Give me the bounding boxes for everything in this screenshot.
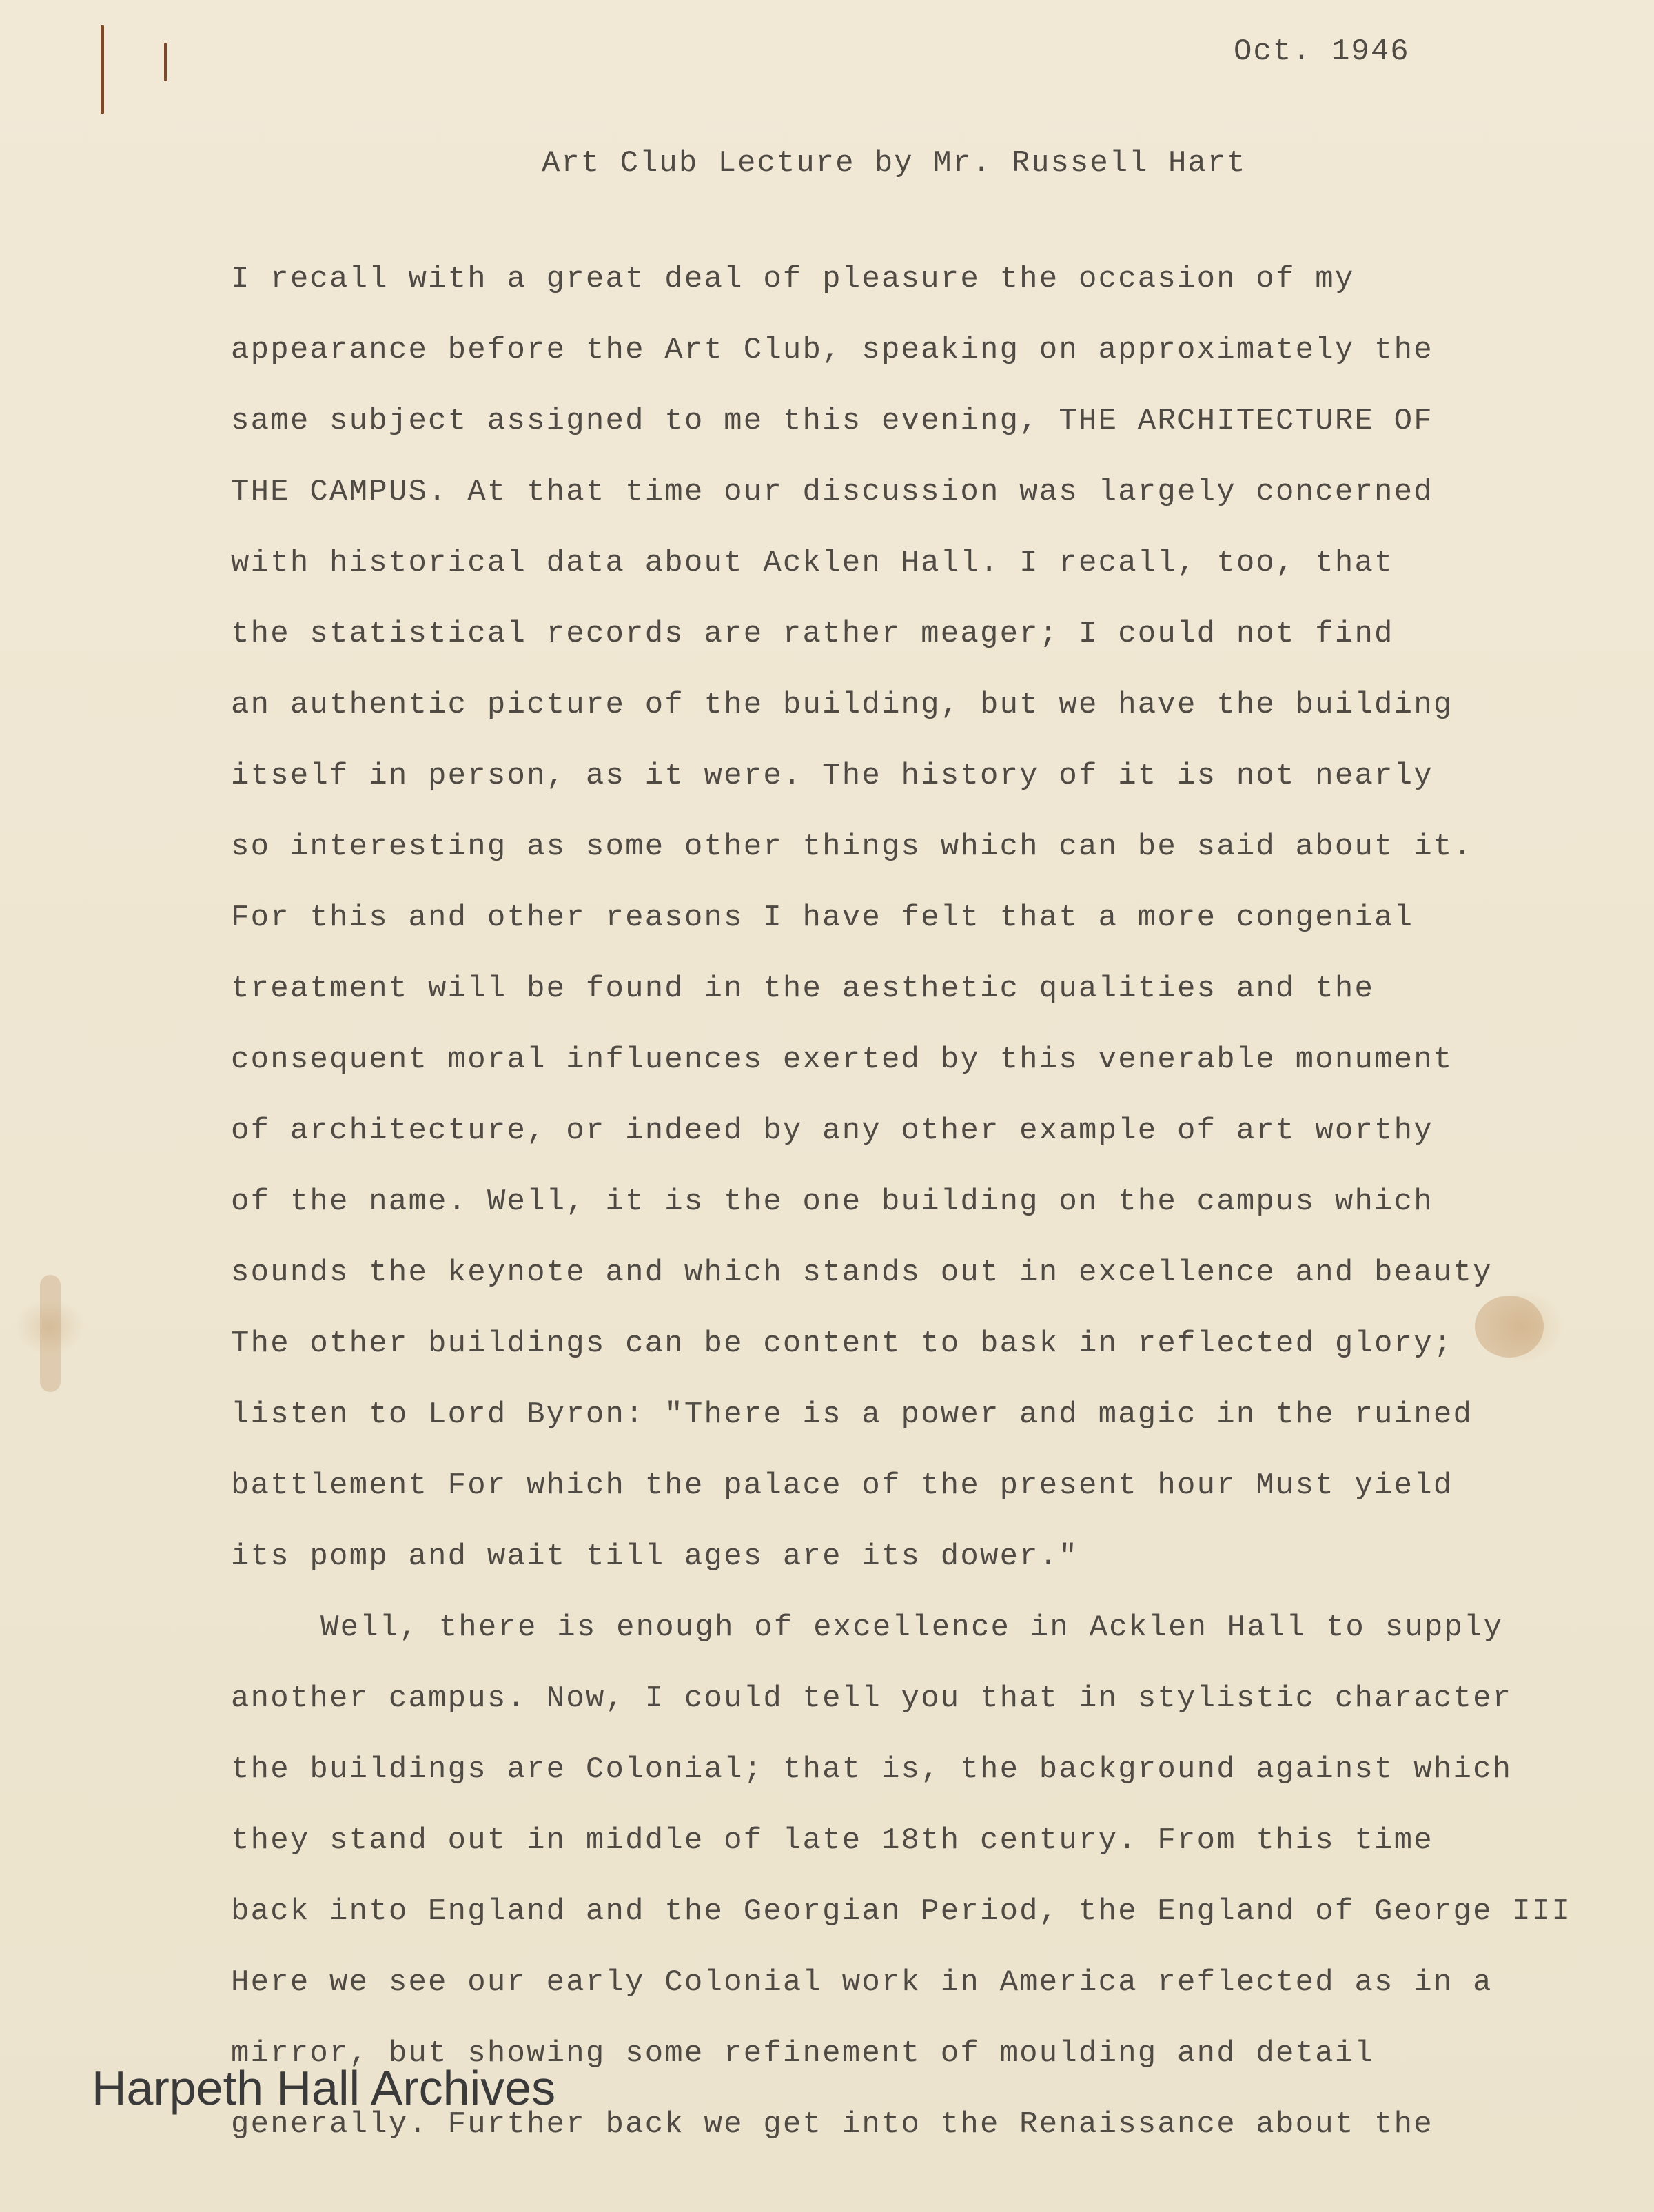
text-line: sounds the keynote and which stands out in excellence and beauty <box>231 1256 1493 1290</box>
text-line: For this and other reasons I have felt that a more congenial <box>231 901 1414 935</box>
text-line: itself in person, as it were. The history of it is not nearly <box>231 759 1433 793</box>
text-line: THE CAMPUS. At that time our discussion was largely concerned <box>231 475 1433 509</box>
text-line: with historical data about Acklen Hall. I recall, too, that <box>231 546 1394 580</box>
binder-mark <box>101 25 104 114</box>
text-line: of architecture, or indeed by any other example of art worthy <box>231 1114 1433 1148</box>
text-line: back into England and the Georgian Period, the England of George III <box>231 1894 1572 1929</box>
document-date: Oct. 1946 <box>1234 34 1410 69</box>
text-line: listen to Lord Byron: "There is a power and magic in the ruined <box>231 1397 1473 1432</box>
text-line: the statistical records are rather meager; I could not find <box>231 617 1394 651</box>
text-line: consequent moral influences exerted by this venerable monument <box>231 1043 1453 1077</box>
text-line: of the name. Well, it is the one building on the campus which <box>231 1185 1433 1219</box>
text-line: Here we see our early Colonial work in America reflected as in a <box>231 1965 1493 2000</box>
text-line: battlement For which the palace of the present hour Must yield <box>231 1468 1453 1503</box>
document-body <box>231 258 1637 2175</box>
text-line: they stand out in middle of late 18th century. From this time <box>231 1823 1433 1858</box>
text-line: another campus. Now, I could tell you that in stylistic character <box>231 1681 1513 1716</box>
text-line: its pomp and wait till ages are its dower." <box>231 1539 1079 1574</box>
archive-watermark: Harpeth Hall Archives <box>92 2061 556 2115</box>
paper-stain <box>40 1275 61 1392</box>
text-line: an authentic picture of the building, but we have the building <box>231 688 1453 722</box>
text-line: treatment will be found in the aesthetic qualities and the <box>231 972 1375 1006</box>
text-line: the buildings are Colonial; that is, the background against which <box>231 1752 1513 1787</box>
text-line: I recall with a great deal of pleasure the occasion of my <box>231 262 1355 296</box>
text-line: Well, there is enough of excellence in Acklen Hall to supply <box>320 1610 1504 1645</box>
text-line: so interesting as some other things which can be said about it. <box>231 830 1473 864</box>
document-title: Art Club Lecture by Mr. Russell Hart <box>542 146 1247 181</box>
text-line: generally. Further back we get into the Renaissance about the <box>231 2107 1433 2142</box>
text-line: The other buildings can be content to bask in reflected glory; <box>231 1327 1453 1361</box>
text-line: same subject assigned to me this evening, THE ARCHITECTURE OF <box>231 404 1433 438</box>
text-line: mirror, but showing some refinement of moulding and detail <box>231 2036 1375 2071</box>
binder-mark <box>164 43 167 81</box>
text-line: appearance before the Art Club, speaking on approximately the <box>231 333 1433 367</box>
